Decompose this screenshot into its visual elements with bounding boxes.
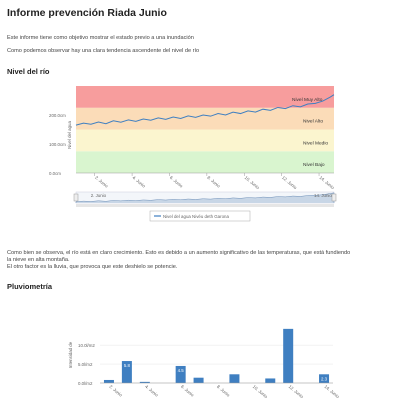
zone-label-1: Nivel Medio xyxy=(303,141,329,147)
zone-band-0 xyxy=(76,151,334,173)
rain-bar[interactable] xyxy=(104,380,114,383)
river-x-tick-label: 8. Junio xyxy=(206,174,222,189)
rain-x-tick-label: 2. Junio xyxy=(108,383,124,398)
rain-y-tick-label: 0.0l/m2 xyxy=(78,381,93,386)
rainfall-svg[interactable] xyxy=(0,300,400,400)
rain-y-tick-label: 5.0l/m2 xyxy=(78,362,93,368)
analysis-paragraph-2: la nieve en alta montaña. xyxy=(7,257,70,263)
river-y-tick-label: 0.0cm xyxy=(49,171,61,176)
river-x-tick-label: 6. Junio xyxy=(168,174,184,189)
river-y-tick-label: 200.0cm xyxy=(49,113,66,118)
navigator-right-handle[interactable] xyxy=(332,194,336,201)
rain-x-tick-label: 10. Junio xyxy=(251,383,269,400)
navigator-left-handle[interactable] xyxy=(74,194,78,201)
river-x-tick-label: 14. Junio xyxy=(318,174,336,191)
zone-label-2: Nivel Alto xyxy=(303,119,323,125)
zone-label-0: Nivel Bajo xyxy=(303,163,325,169)
rain-bar[interactable] xyxy=(194,378,204,383)
navigator-end-label: 14. Junio xyxy=(314,193,332,198)
analysis-paragraph-1: Como bien se observa, el río está en claro crecimiento. Esto es debido a un aumento significativo de las temperaturas, que está fundiendo xyxy=(7,250,351,256)
river-level-chart[interactable] xyxy=(0,80,400,230)
rain-x-tick-label: 12. Junio xyxy=(287,383,305,400)
navigator-start-label: 2. Junio xyxy=(90,193,107,198)
river-legend[interactable] xyxy=(150,211,250,221)
river-y-tick-label: 100.0cm xyxy=(49,142,66,147)
rain-bar-data-label: 2.3 xyxy=(320,376,328,382)
zone-band-3 xyxy=(76,86,334,108)
page-title: Informe prevención Riada Junio xyxy=(7,7,167,19)
rain-bar-data-label: 5.8 xyxy=(123,363,130,369)
zone-band-2 xyxy=(76,108,334,130)
rain-bar[interactable] xyxy=(265,378,275,383)
rain-section-title: Pluviometría xyxy=(7,282,53,291)
rain-y-tick-label: 10.0l/m2 xyxy=(78,343,95,349)
rain-x-tick-label: 14. Junio xyxy=(323,383,341,400)
rain-x-tick-label: 4. Junio xyxy=(144,383,160,398)
intro-paragraph-2: Como podemos observar hay una clara tendencia ascendente del nivel de río xyxy=(7,48,200,54)
zone-band-1 xyxy=(76,130,334,152)
river-x-tick-label: 4. Junio xyxy=(131,174,147,189)
river-x-tick-label: 2. Junio xyxy=(94,174,110,189)
rain-x-tick-label: 8. Junio xyxy=(215,383,231,398)
rain-bar-data-label: 4.5 xyxy=(177,367,184,373)
river-x-tick-label: 10. Junio xyxy=(243,174,261,191)
legend-series-label: Nivel del agua Nivéu deth Garona xyxy=(163,214,229,219)
rain-y-axis-title: Intensidad de xyxy=(68,341,73,369)
analysis-paragraph-3: El otro factor es la lluvia, que provoca que este deshielo se potencie. xyxy=(7,264,178,270)
rain-bar[interactable] xyxy=(283,329,293,383)
rain-x-tick-label: 6. Junio xyxy=(180,383,196,398)
river-section-title: Nivel del río xyxy=(7,67,50,76)
rain-bar[interactable] xyxy=(229,374,239,383)
zone-label-3: Nivel Muy Alto xyxy=(292,97,323,103)
navigator-scrollbar[interactable] xyxy=(76,204,334,207)
intro-paragraph-1: Este informe tiene como objetivo mostrar el estado previo a una inundación xyxy=(7,35,194,41)
river-y-axis-title: Nivel del agua xyxy=(67,121,72,149)
rainfall-chart[interactable] xyxy=(0,300,400,400)
river-level-svg[interactable] xyxy=(0,80,400,230)
river-x-tick-label: 12. Junio xyxy=(281,174,298,191)
